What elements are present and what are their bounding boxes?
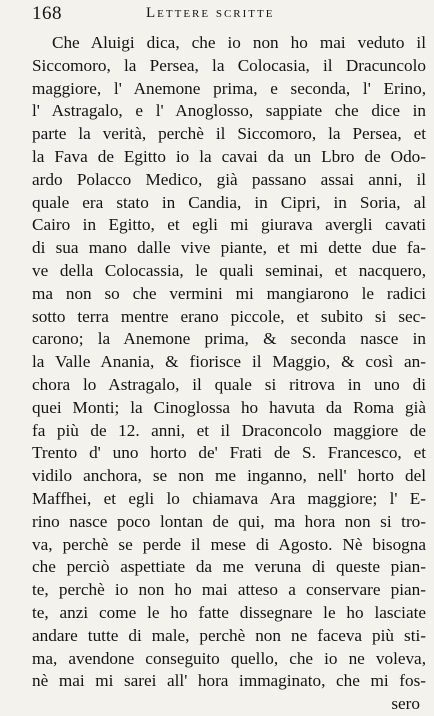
text-line: la Fava de Egitto io la cavai da un Lbro de Odo- <box>32 146 426 166</box>
text-line: la Valle Anania, & fiorisce il Maggio, & così an- <box>32 352 426 372</box>
text-line: quei Monti; la Cinoglossa ho havuta da Roma già <box>32 397 426 417</box>
page-header <box>32 3 424 27</box>
text-line: vidilo anchora, se non me inganno, nell' horto del <box>32 466 426 486</box>
text-line: Trento d' uno horto de' Frati de S. Francesco, et <box>32 443 426 463</box>
text-line: di sua mano dalle vive piante, et mi dette due fa- <box>32 238 426 258</box>
body-text <box>32 32 426 716</box>
page-number: 168 <box>32 3 62 24</box>
text-line: carono; la Anemone prima, & seconda nasce in <box>32 329 426 349</box>
text-line: maggiore, l' Anemone prima, e seconda, l' Erino, <box>32 78 426 98</box>
running-title: Lettere scritte <box>146 5 275 21</box>
text-line: chora lo Astragalo, il quale si ritrova in uno di <box>32 374 426 394</box>
text-line: fa più de 12. anni, et il Draconcolo maggiore de <box>32 420 426 440</box>
text-line: Che Aluigi dica, che io non ho mai veduto il <box>52 33 426 52</box>
text-line: sotto terra mentre erano piccole, et subito si sec- <box>32 306 426 326</box>
text-line: rino nasce poco lontan de qui, ma hora non si tro- <box>32 511 426 531</box>
text-line: l' Astragalo, e l' Anoglosso, sappiate che dice in <box>32 101 426 121</box>
text-line: ve della Colocassia, le quali seminai, et nacquero, <box>32 260 426 280</box>
text-line: te, perchè io non ho mai atteso a conservare pian- <box>32 580 426 600</box>
text-line: ardo Polacco Medico, già passano assai anni, il <box>32 169 426 189</box>
text-line: che perciò aspettiate da me veruna di queste pian- <box>32 557 426 577</box>
text-line: Cairo in Egitto, et egli mi giurava avergli cavati <box>32 215 426 235</box>
text-line: te, anzi come le ho fatte dissegnare le ho lasciate <box>32 602 426 622</box>
text-line: ma, avendone conseguito quello, che io ne voleva, <box>32 648 426 668</box>
text-line: ma non so che vermini mi mangiarono le radici <box>32 283 426 303</box>
text-line: nè mai mi sarei all' hora immaginato, che mi fos- <box>32 671 426 691</box>
text-line: andare tutte di male, perchè non ne faceva più sti- <box>32 625 426 645</box>
text-line: parte la verità, perchè il Siccomoro, la Persea, et <box>32 124 426 144</box>
text-line: Siccomoro, la Persea, la Colocasia, il Dracuncolo <box>32 55 426 75</box>
text-line: va, perchè se perde il mese di Agosto. Nè bisogna <box>32 534 426 554</box>
catchword: sero <box>391 694 420 714</box>
text-line: quale era stato in Candia, in Cipri, in Soria, al <box>32 192 426 212</box>
text-line: Maffhei, et egli lo chiamava Ara maggiore; l' E- <box>32 488 426 508</box>
